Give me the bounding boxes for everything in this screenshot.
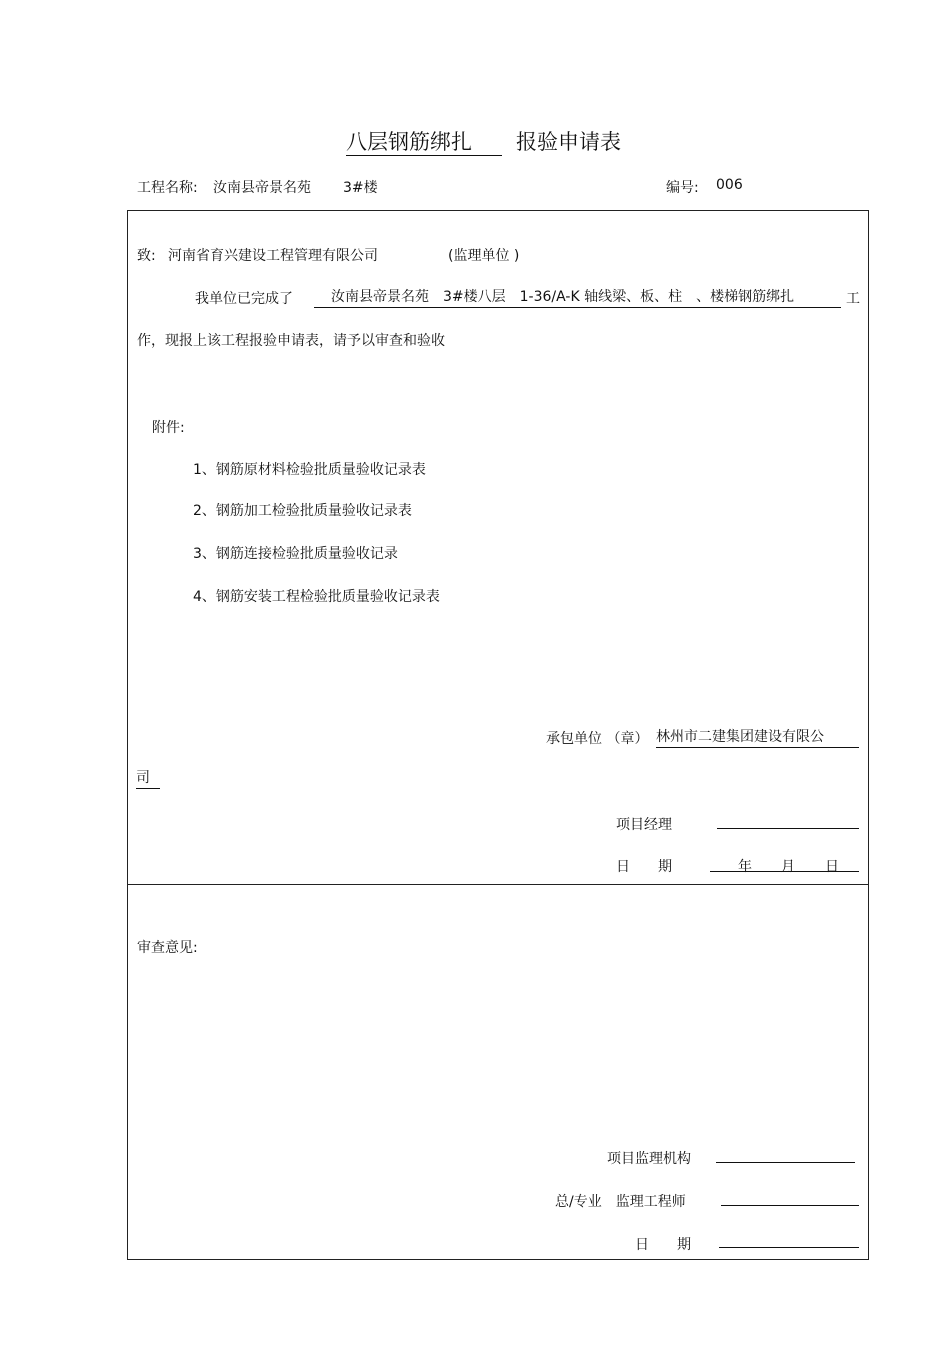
attachment-item: 1、钢筋原材料检验批质量验收记录表 (193, 462, 426, 478)
title-subject: 八层钢筋绑扎 (346, 129, 502, 156)
engineer-label: 总/专业 监理工程师 (555, 1194, 686, 1210)
attachment-item: 4、钢筋安装工程检验批质量验收记录表 (193, 589, 440, 605)
date-label: 日 期 (616, 859, 672, 875)
opinion-label: 审查意见: (137, 940, 198, 956)
attachment-item: 2、钢筋加工检验批质量验收记录表 (193, 503, 412, 519)
to-label: 致: (137, 248, 156, 264)
request-text: 作，现报上该工程报验申请表，请予以审查和验收 (137, 333, 445, 349)
contractor-label: 承包单位 （章） (546, 731, 649, 747)
project-label: 工程名称: (137, 180, 198, 196)
building-number: 3#楼 (343, 180, 378, 196)
date-day: 日 (825, 859, 839, 875)
title-text: 报验申请表 (516, 130, 621, 154)
work-suffix: 工 (846, 291, 860, 307)
review-date-label: 日 期 (635, 1237, 691, 1253)
date-month: 月 (781, 859, 795, 875)
supervisor-name: 河南省育兴建设工程管理有限公司 (168, 248, 378, 264)
intro-text: 我单位已完成了 (195, 291, 293, 307)
date-year: 年 (738, 859, 752, 875)
review-section (127, 883, 869, 1260)
work-content: 汝南县帝景名苑 3#楼八层 1-36/A-K 轴线梁、板、柱 、楼梯钢筋绑扎 (314, 288, 841, 308)
attachment-item: 3、钢筋连接检验批质量验收记录 (193, 546, 398, 562)
project-name: 汝南县帝景名苑 (213, 180, 311, 196)
number-label: 编号: (666, 180, 699, 196)
number-value: 006 (716, 177, 743, 193)
form-title (346, 126, 621, 156)
contractor-name-cont: 司 (136, 769, 160, 789)
supervisor-role: (监理单位 ) (448, 248, 520, 264)
attachments-label: 附件: (152, 420, 185, 436)
supervision-org-line (716, 1162, 855, 1163)
engineer-signature-line (721, 1205, 859, 1206)
supervision-org-label: 项目监理机构 (607, 1151, 691, 1167)
review-date-line (719, 1247, 859, 1248)
pm-label: 项目经理 (616, 817, 672, 833)
pm-signature-line (717, 828, 859, 829)
contractor-name: 林州市二建集团建设有限公 (656, 728, 859, 748)
